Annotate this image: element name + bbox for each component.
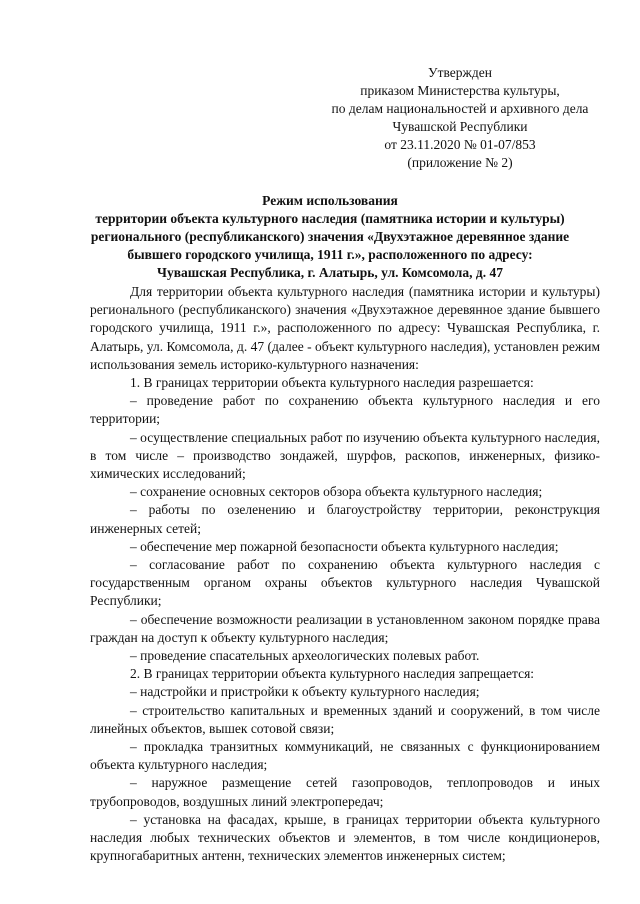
approval-line: от 23.11.2020 № 01-07/853 (384, 137, 536, 152)
document-body (90, 283, 600, 866)
document-title (60, 192, 600, 282)
approval-stamp (300, 64, 620, 172)
approval-line: Утвержден (428, 65, 492, 80)
approval-line: приказом Министерства культуры, (360, 83, 560, 98)
list-item: – обеспечение мер пожарной безопасности объекта культурного наследия; (130, 538, 559, 554)
intro-paragraph: Для территории объекта культурного наследия (памятника истории и культуры) регионального (республиканского) значения «Двухэтажное деревянное здание бывшего городского училища, 1911 г.», расположенного по адресу: Чувашская Республика, г. Алатырь, ул. Комсомола, д. 47 (далее - объект культурного наследия), установлен режим использования земель историко-культурного назначения: (90, 284, 600, 372)
title-line: бывшего городского училища, 1911 г.», расположенного по адресу: (127, 247, 533, 262)
list-item: – обеспечение возможности реализации в установленном законом порядке права граждан на доступ к объекту культурного наследия; (90, 611, 600, 645)
list-item: – наружное размещение сетей газопроводов, теплопроводов и иных трубопроводов, воздушных линий электропередач; (90, 775, 600, 809)
list-item: – прокладка транзитных коммуникаций, не связанных с функционированием объекта культурного наследия; (90, 739, 600, 773)
list-item: – установка на фасадах, крыше, в границах территории объекта культурного наследия любых технических объектов и элементов, в том числе кондиционеров, крупногабаритных антенн, технических элементов инженерных систем; (90, 811, 600, 864)
list-item: – проведение работ по сохранению объекта культурного наследия и его территории; (90, 393, 600, 427)
list-item: – надстройки и пристройки к объекту культурного наследия; (130, 684, 480, 700)
section-heading: 1. В границах территории объекта культурного наследия разрешается: (130, 375, 534, 391)
title-line: территории объекта культурного наследия (памятника истории и культуры) (95, 211, 565, 226)
list-item: – проведение спасательных археологических полевых работ. (130, 648, 480, 664)
list-item: – строительство капитальных и временных зданий и сооружений, в том числе линейных объектов, вышек сотовой связи; (90, 702, 600, 736)
approval-line: по делам национальностей и архивного дела (331, 101, 589, 116)
title-line: Режим использования (262, 193, 398, 208)
list-item: – согласование работ по сохранению объекта культурного наследия с государственным органом охраны объектов культурного наследия Чувашской Республики; (90, 557, 600, 609)
approval-line: Чувашской Республики (392, 119, 528, 134)
title-line: регионального (республиканского) значения «Двухэтажное деревянное здание (90, 229, 570, 244)
list-item: – осуществление специальных работ по изучению объекта культурного наследия, в том числе – производство зондажей, шурфов, раскопов, инженерных, физико-химических исследований; (90, 429, 600, 482)
list-item: – работы по озеленению и благоустройству территории, реконструкция инженерных сетей; (90, 502, 600, 536)
section-heading: 2. В границах территории объекта культурного наследия запрещается: (130, 666, 535, 682)
approval-line: (приложение № 2) (407, 155, 513, 170)
title-line: Чувашская Республика, г. Алатырь, ул. Комсомола, д. 47 (157, 265, 503, 280)
list-item: – сохранение основных секторов обзора объекта культурного наследия; (130, 484, 543, 500)
